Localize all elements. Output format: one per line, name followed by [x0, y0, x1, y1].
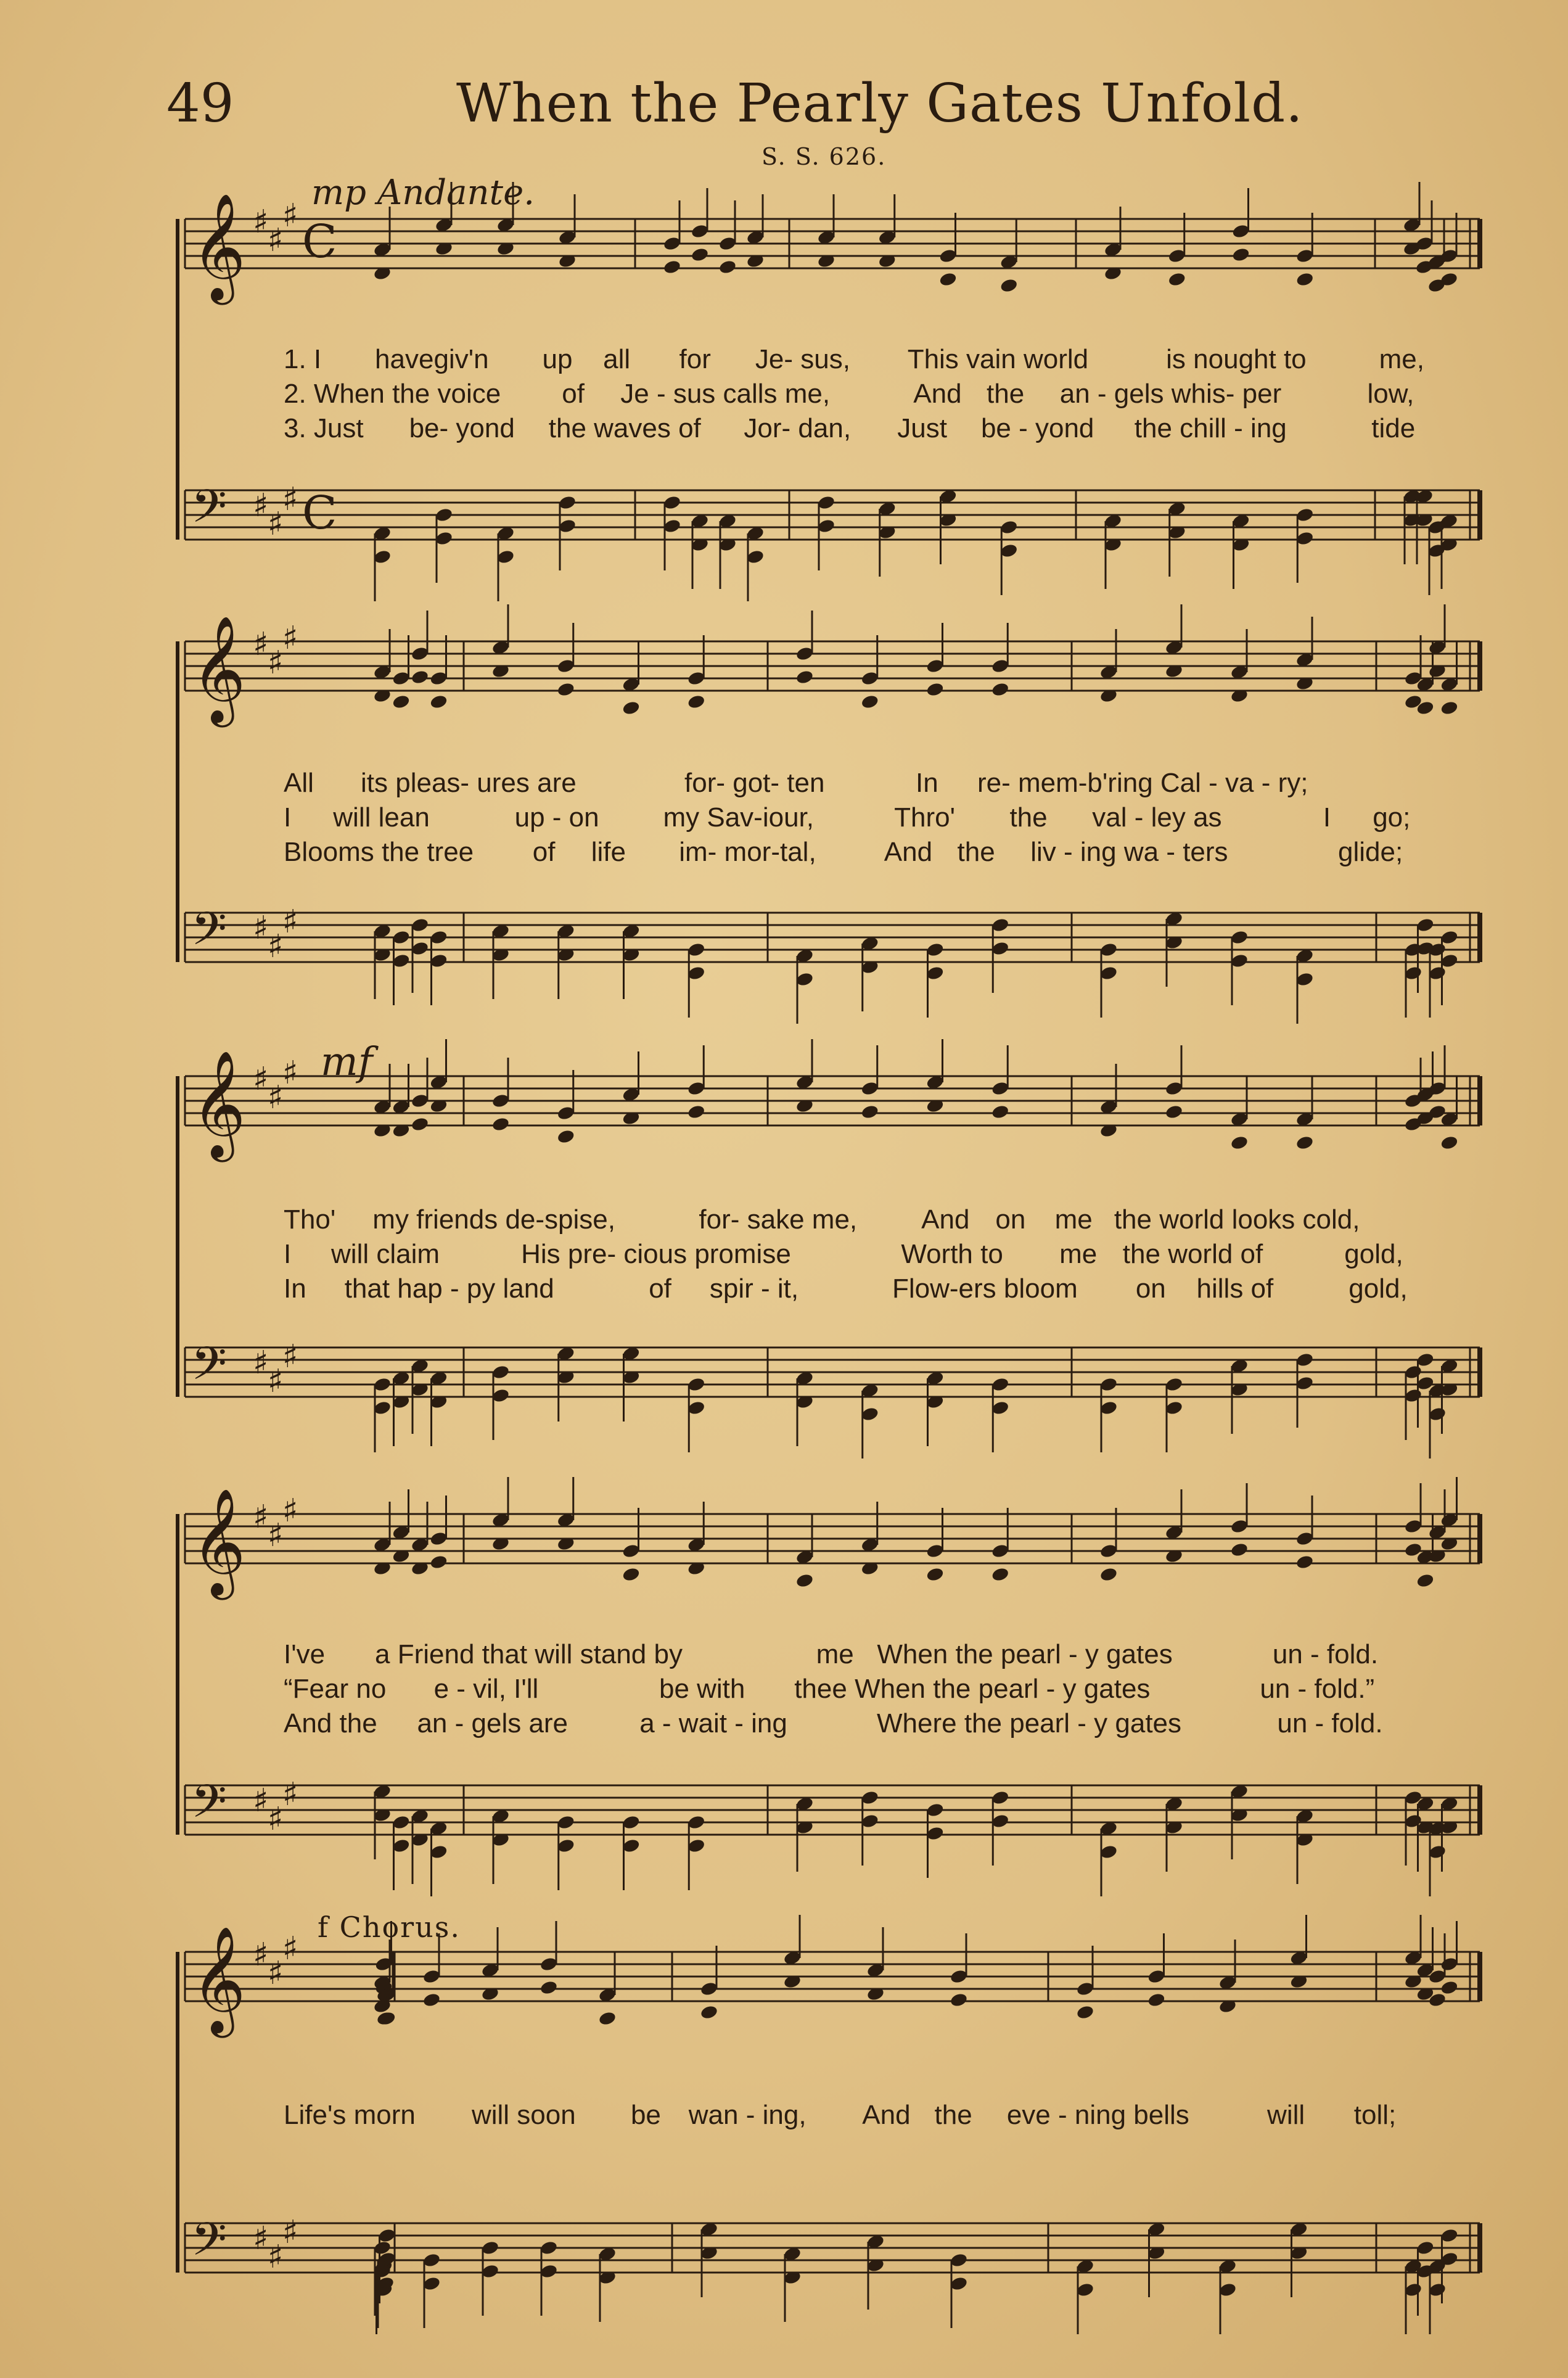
lyric-syllable: 1. I: [284, 344, 322, 374]
lyric-syllable: me: [1054, 1204, 1093, 1235]
lyric-syllable: And: [884, 837, 933, 867]
lyric-syllable: its pleas- ures are: [361, 768, 577, 798]
note-head: [687, 694, 706, 710]
lyric-syllable: I've: [284, 1639, 326, 1669]
lyric-syllable: And: [921, 1204, 970, 1235]
lyric-syllable: the chill - ing: [1134, 413, 1287, 443]
note-head: [1295, 271, 1315, 287]
lyric-syllable: glide;: [1338, 837, 1403, 867]
lyric-syllable: Je - sus calls me,: [620, 379, 831, 409]
sharp-sign: ♯: [282, 1776, 298, 1813]
dynamic-marking-mf: mf: [321, 1039, 373, 1085]
lyric-syllable: all: [603, 344, 631, 374]
note-head: [622, 1566, 641, 1582]
note-head: [1230, 1542, 1249, 1558]
sharp-sign: ♯: [253, 2220, 269, 2257]
lyric-syllable: the world of: [1122, 1239, 1263, 1269]
lyric-syllable: for- sake me,: [699, 1204, 858, 1235]
lyric-syllable: Je- sus,: [755, 344, 850, 374]
lyric-syllable: be - yond: [980, 413, 1094, 443]
lyric-syllable: Where the pearl - y gates: [877, 1708, 1182, 1738]
sharp-sign: ♯: [253, 1344, 269, 1381]
lyric-syllable: my friends de-spise,: [372, 1204, 615, 1235]
lyric-syllable: His pre- cious promise: [521, 1239, 791, 1269]
note-head: [1440, 700, 1459, 716]
lyric-syllable: will soon: [471, 2100, 576, 2130]
lyric-syllable: be- yond: [409, 413, 515, 443]
lyric-line: [0, 1273, 1568, 1308]
lyric-syllable: a Friend that will stand by: [375, 1639, 683, 1669]
chorus-marking: f Chorus.: [318, 1911, 461, 1944]
lyric-syllable: will claim: [331, 1239, 440, 1269]
lyric-syllable: me: [816, 1639, 854, 1669]
treble-clef: 𝄞: [191, 1926, 246, 2033]
sharp-sign: ♯: [253, 626, 269, 663]
note-head: [795, 669, 815, 685]
lyric-syllable: be with: [659, 1674, 745, 1704]
note-head: [411, 1116, 430, 1132]
lyric-syllable: un - fold.”: [1260, 1674, 1375, 1704]
lyric-syllable: Life's morn: [284, 2100, 416, 2130]
lyric-syllable: Thro': [894, 802, 956, 833]
lyric-syllable: the: [987, 379, 1025, 409]
lyric-line: [0, 1639, 1568, 1674]
note-head: [556, 681, 575, 697]
note-head: [991, 1566, 1010, 1582]
note-head: [1076, 2004, 1095, 2020]
note-head: [1167, 271, 1186, 287]
lyric-syllable: on: [1135, 1273, 1166, 1304]
bass-clef: 𝄢: [191, 2213, 227, 2277]
lyric-syllable: the: [1009, 802, 1048, 833]
note-head: [1440, 1980, 1459, 1996]
lyric-syllable: In: [284, 1273, 306, 1304]
note-head: [1230, 1135, 1249, 1151]
note-head: [926, 1566, 945, 1582]
lyric-line: [0, 1204, 1568, 1239]
lyric-syllable: spir - it,: [709, 1273, 799, 1304]
note-head: [991, 681, 1010, 697]
lyric-syllable: gold,: [1348, 1273, 1408, 1304]
note-head: [1440, 1135, 1459, 1151]
lyric-syllable: my Sav-iour,: [663, 802, 814, 833]
lyric-syllable: re- mem-b'ring Cal - va - ry;: [977, 768, 1308, 798]
note-head: [950, 1992, 969, 2008]
lyric-syllable: of: [562, 379, 585, 409]
lyric-syllable: life: [591, 837, 626, 867]
treble-clef: 𝄞: [191, 615, 246, 723]
sharp-sign: ♯: [253, 1061, 269, 1098]
hymn-title: When the Pearly Gates Unfold.: [456, 73, 1303, 134]
lyric-syllable: 2. When the voice: [284, 379, 501, 409]
lyric-syllable: val - ley as: [1092, 802, 1222, 833]
lyric-syllable: will lean: [333, 802, 430, 833]
sharp-sign: ♯: [282, 903, 298, 940]
note-head: [429, 1554, 448, 1570]
lyric-syllable: When the pearl - y gates: [877, 1639, 1173, 1669]
lyric-line: [0, 379, 1568, 413]
treble-clef: 𝄞: [191, 193, 246, 300]
sharp-sign: ♯: [268, 1955, 284, 1992]
note-head: [1295, 1554, 1315, 1570]
note-head: [795, 1573, 815, 1589]
lyric-syllable: hills of: [1196, 1273, 1274, 1304]
lyric-syllable: an - gels whis- per: [1059, 379, 1282, 409]
lyric-syllable: of: [649, 1273, 671, 1304]
lyric-syllable: I: [284, 802, 292, 833]
lyric-syllable: the world looks cold,: [1114, 1204, 1360, 1235]
lyric-syllable: And: [862, 2100, 911, 2130]
lyric-syllable: Worth to: [901, 1239, 1003, 1269]
note-head: [411, 669, 430, 685]
source-reference: S. S. 626.: [761, 143, 887, 170]
note-head: [663, 259, 682, 275]
lyric-syllable: gold,: [1344, 1239, 1403, 1269]
lyric-syllable: me: [1059, 1239, 1098, 1269]
lyric-syllable: go;: [1373, 802, 1411, 833]
lyric-syllable: is nought to: [1166, 344, 1307, 374]
lyric-syllable: a - wait - ing: [639, 1708, 787, 1738]
lyric-syllable: an - gels are: [417, 1708, 569, 1738]
lyric-syllable: wan - ing,: [688, 2100, 807, 2130]
note-head: [691, 247, 710, 263]
treble-clef: 𝄞: [191, 1050, 246, 1158]
lyric-syllable: for: [679, 344, 711, 374]
lyric-syllable: thee When the pearl - y gates: [794, 1674, 1151, 1704]
lyric-syllable: tide: [1371, 413, 1416, 443]
note-head: [860, 1104, 879, 1120]
lyric-syllable: eve - ning bells: [1006, 2100, 1189, 2130]
lyric-syllable: up - on: [514, 802, 599, 833]
lyric-syllable: havegiv'n: [375, 344, 489, 374]
sharp-sign: ♯: [282, 1492, 298, 1529]
note-head: [860, 694, 879, 710]
note-head: [540, 1980, 559, 1996]
note-head: [598, 2010, 617, 2026]
lyric-syllable: be: [630, 2100, 661, 2130]
lyric-line: [0, 413, 1568, 448]
sharp-sign: ♯: [268, 1517, 284, 1554]
note-head: [991, 1104, 1010, 1120]
note-head: [938, 271, 958, 287]
sharp-sign: ♯: [268, 506, 284, 543]
lyric-syllable: “Fear no: [284, 1674, 387, 1704]
note-head: [491, 1116, 511, 1132]
note-head: [392, 694, 411, 710]
note-head: [1295, 1135, 1315, 1151]
treble-clef: 𝄞: [191, 1488, 246, 1595]
sharp-sign: ♯: [282, 1055, 298, 1092]
sharp-sign: ♯: [282, 1338, 298, 1375]
note-head: [556, 1129, 575, 1145]
note-head: [1165, 1104, 1184, 1120]
lyric-syllable: And: [913, 379, 962, 409]
lyric-syllable: on: [995, 1204, 1026, 1235]
lyric-syllable: of: [532, 837, 556, 867]
sharp-sign: ♯: [268, 644, 284, 681]
sharp-sign: ♯: [253, 910, 269, 947]
sharp-sign: ♯: [268, 222, 284, 259]
bass-clef: 𝄢: [191, 480, 227, 545]
lyric-syllable: will: [1267, 2100, 1305, 2130]
sharp-sign: ♯: [268, 1079, 284, 1116]
note-head: [1231, 247, 1250, 263]
lyric-syllable: Blooms the tree: [284, 837, 474, 867]
lyric-syllable: Jor- dan,: [744, 413, 852, 443]
lyric-syllable: the: [957, 837, 995, 867]
lyric-syllable: me,: [1379, 344, 1424, 374]
lyric-syllable: the waves of: [548, 413, 701, 443]
note-head: [1416, 1573, 1435, 1589]
note-head: [422, 1992, 441, 2008]
note-head: [687, 1104, 706, 1120]
lyric-line: [0, 2100, 1568, 2134]
lyric-syllable: im- mor-tal,: [679, 837, 816, 867]
lyric-syllable: All: [284, 768, 314, 798]
lyric-syllable: liv - ing wa - ters: [1030, 837, 1228, 867]
lyric-line: [0, 837, 1568, 871]
lyric-syllable: Flow-ers bloom: [892, 1273, 1078, 1304]
tempo-marking: mp Andante.: [311, 173, 535, 213]
sharp-sign: ♯: [268, 1801, 284, 1838]
lyric-syllable: e - vil, I'll: [433, 1674, 539, 1704]
lyric-syllable: And the: [284, 1708, 377, 1738]
note-head: [926, 681, 945, 697]
time-signature: C: [302, 215, 337, 268]
lyric-syllable: I: [284, 1239, 292, 1269]
lyric-syllable: In: [916, 768, 938, 798]
note-head: [429, 694, 448, 710]
lyric-line: [0, 344, 1568, 379]
lyric-syllable: This vain world: [907, 344, 1089, 374]
lyric-syllable: 3. Just: [284, 413, 364, 443]
bass-clef: 𝄢: [191, 1337, 227, 1402]
sharp-sign: ♯: [282, 620, 298, 657]
sharp-sign: ♯: [268, 1363, 284, 1400]
note-head: [377, 2010, 396, 2026]
lyric-syllable: Tho': [284, 1204, 336, 1235]
lyric-syllable: for- got- ten: [684, 768, 825, 798]
lyric-syllable: low,: [1367, 379, 1414, 409]
lyric-syllable: I: [1323, 802, 1331, 833]
sharp-sign: ♯: [282, 2214, 298, 2251]
sharp-sign: ♯: [268, 928, 284, 965]
sharp-sign: ♯: [253, 1499, 269, 1536]
sharp-sign: ♯: [282, 1930, 298, 1967]
sharp-sign: ♯: [253, 1782, 269, 1819]
note-head: [700, 2004, 719, 2020]
time-signature: C: [302, 487, 337, 540]
lyric-syllable: the: [934, 2100, 972, 2130]
sharp-sign: ♯: [282, 481, 298, 518]
lyric-syllable: un - fold.: [1272, 1639, 1379, 1669]
lyric-line: [0, 1674, 1568, 1708]
bass-clef: 𝄢: [191, 1775, 227, 1840]
lyric-syllable: un - fold.: [1277, 1708, 1383, 1738]
sharp-sign: ♯: [253, 204, 269, 241]
lyric-syllable: toll;: [1353, 2100, 1397, 2130]
sharp-sign: ♯: [253, 487, 269, 524]
bass-clef: 𝄢: [191, 902, 227, 967]
note-head: [1147, 1992, 1166, 2008]
lyric-line: [0, 1708, 1568, 1743]
lyric-line: [0, 1239, 1568, 1273]
page-number: 49: [166, 73, 234, 134]
note-head: [622, 700, 641, 716]
note-head: [999, 278, 1019, 294]
sharp-sign: ♯: [268, 2239, 284, 2276]
sharp-sign: ♯: [253, 1936, 269, 1973]
note-head: [1099, 1566, 1119, 1582]
lyric-syllable: that hap - py land: [344, 1273, 554, 1304]
lyric-syllable: up: [542, 344, 573, 374]
sharp-sign: ♯: [282, 197, 298, 234]
lyric-syllable: Just: [897, 413, 947, 443]
lyric-line: [0, 802, 1568, 837]
note-head: [718, 259, 737, 275]
lyric-line: [0, 768, 1568, 802]
